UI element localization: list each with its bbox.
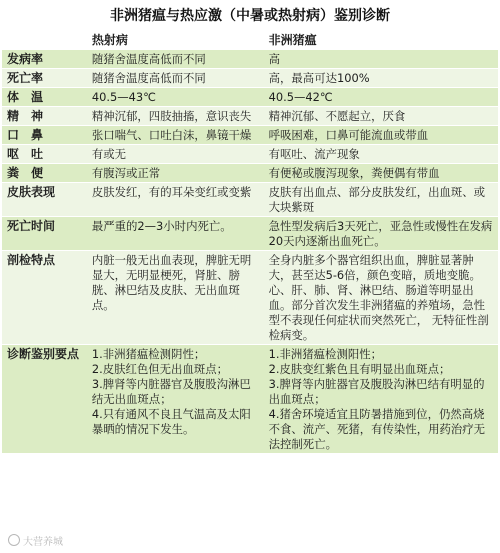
table-row	[2, 50, 498, 69]
heat-stroke-cell: 40.5—43℃	[87, 88, 264, 107]
row-label: 皮肤表现	[2, 183, 87, 217]
row-label: 体 温	[2, 88, 87, 107]
header-col-label	[2, 31, 87, 50]
asf-cell: 精神沉郁、不愿起立，厌食	[264, 107, 498, 126]
heat-stroke-cell: 1.非洲猪瘟检测阴性； 2.皮肤红色但无出血斑点； 3.脾肾等内脏器官及腹股沟淋巴结无出血斑点； 4.只有通风不良且气温高及太阳暴晒的情况下发生。	[87, 345, 264, 454]
row-label: 诊断鉴别要点	[2, 345, 87, 454]
row-label: 发病率	[2, 50, 87, 69]
row-label: 精 神	[2, 107, 87, 126]
heat-stroke-cell: 最严重的2—3小时内死亡。	[87, 217, 264, 251]
page-title: 非洲猪瘟与热应激（中暑或热射病）鉴别诊断	[2, 2, 498, 30]
heat-stroke-cell: 随猪舍温度高低而不同	[87, 50, 264, 69]
watermark	[8, 534, 63, 550]
header-col-heat-stroke: 热射病	[87, 31, 264, 50]
heat-stroke-cell: 内脏一般无出血表现，脾脏无明显大，无明显梗死，肾脏、膀胱、淋巴结及皮肤、无出血斑点。	[87, 251, 264, 345]
asf-cell: 高	[264, 50, 498, 69]
heat-stroke-cell: 有或无	[87, 145, 264, 164]
asf-cell: 40.5—42℃	[264, 88, 498, 107]
header-col-asf: 非洲猪瘟	[264, 31, 498, 50]
row-label: 呕 吐	[2, 145, 87, 164]
heat-stroke-cell: 随猪舍温度高低而不同	[87, 69, 264, 88]
row-label: 死亡率	[2, 69, 87, 88]
table-row	[2, 126, 498, 145]
asf-cell: 呼吸困难，口鼻可能流血或带血	[264, 126, 498, 145]
table-row	[2, 251, 498, 345]
comparison-document	[2, 2, 498, 453]
asf-cell: 高，最高可达100%	[264, 69, 498, 88]
table-row	[2, 183, 498, 217]
heat-stroke-cell: 张口喘气、口吐白沫，鼻镜干燥	[87, 126, 264, 145]
asf-cell: 有便秘或腹泻现象，粪便偶有带血	[264, 164, 498, 183]
watermark-text: 大营养城	[23, 537, 63, 548]
row-label: 粪 便	[2, 164, 87, 183]
table-row	[2, 145, 498, 164]
asf-cell: 皮肤有出血点、部分皮肤发红，出血斑、或大块紫斑	[264, 183, 498, 217]
heat-stroke-cell: 精神沉郁，四肢抽搐，意识丧失	[87, 107, 264, 126]
table-row	[2, 217, 498, 251]
asf-cell: 有呕吐、流产现象	[264, 145, 498, 164]
table-row	[2, 107, 498, 126]
heat-stroke-cell: 有腹泻或正常	[87, 164, 264, 183]
table-row	[2, 164, 498, 183]
row-label: 死亡时间	[2, 217, 87, 251]
asf-cell: 急性型发病后3天死亡，亚急性或慢性在发病20天内逐渐出血死亡。	[264, 217, 498, 251]
asf-cell: 1.非洲猪瘟检测阳性； 2.皮肤变红紫色且有明显出血斑点； 3.脾肾等内脏器官及腹股沟淋巴结有明显的出血斑点； 4.猪舍环境适宜且防暑措施到位，仍然高烧不食、流产、死猪，有传染性，用药治疗无法控制死亡。	[264, 345, 498, 454]
heat-stroke-cell: 皮肤发红，有的耳朵变红或变紫	[87, 183, 264, 217]
row-label: 口 鼻	[2, 126, 87, 145]
asf-cell: 全身内脏多个器官组织出血，脾脏显著肿大，甚至达5-6倍，颜色变暗，质地变脆。心、肝、肺、肾、淋巴结、肠道等明显出血。部分首次发生非洲猪瘟的养殖场，急性型不表现任何症状而突然死亡， 无特征性剖检病变。	[264, 251, 498, 345]
table-header-row	[2, 31, 498, 50]
comparison-table	[2, 30, 498, 453]
table-row	[2, 345, 498, 454]
table-row	[2, 88, 498, 107]
watermark-logo-icon	[8, 534, 20, 546]
row-label: 剖检特点	[2, 251, 87, 345]
table-row	[2, 69, 498, 88]
